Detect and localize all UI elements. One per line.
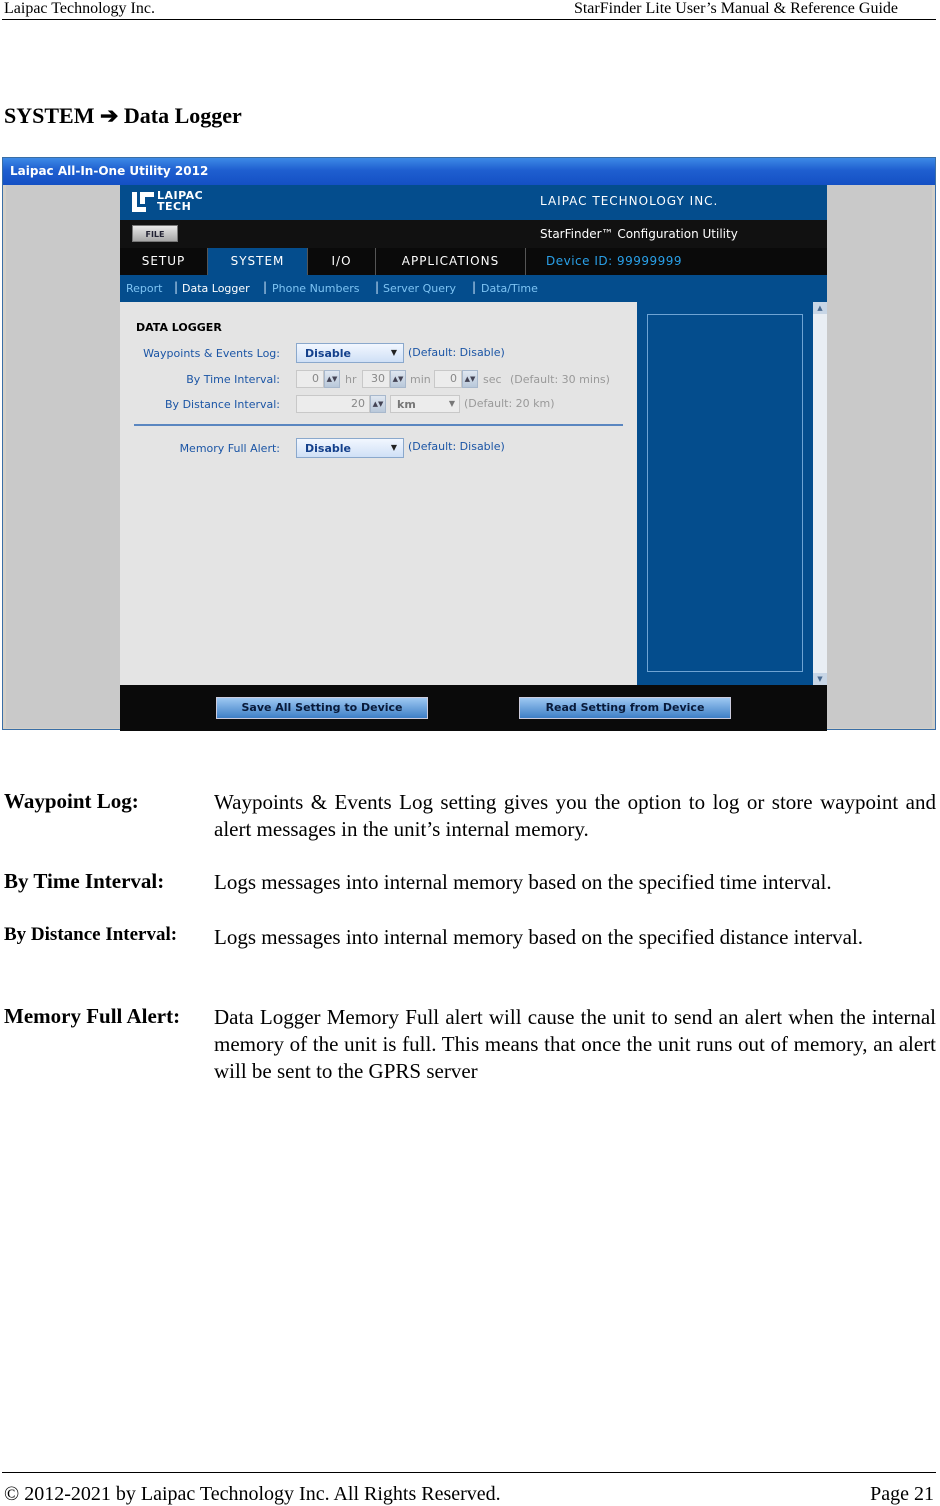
save-settings-button[interactable]: Save All Setting to Device [216,697,428,719]
waypoints-label: Waypoints & Events Log: [143,347,280,360]
window-body [6,185,932,728]
term-waypoint-log: Waypoint Log: [4,789,139,813]
min-unit: min [410,373,431,386]
term-time-interval: By Time Interval: [4,869,165,893]
term-distance-interval: By Distance Interval: [4,924,178,945]
tab-setup[interactable]: SETUP [120,248,208,275]
memory-alert-select[interactable] [296,438,404,458]
page-number: Page 21 [870,1483,934,1505]
desc-memory-full-alert: Data Logger Memory Full alert will cause the unit to send an alert when the internal memory of the unit is full. This means that once the unit runs out of memory, an alert will be sent to the GPRS server [214,1005,936,1083]
data-logger-panel [120,302,637,685]
side-panel [637,302,827,685]
footer-rule [2,1472,936,1473]
utility-title: StarFinder™ Configuration Utility [540,227,738,241]
tab-applications[interactable]: APPLICATIONS [376,248,526,275]
device-id: Device ID: 99999999 [546,254,683,268]
panel-title: DATA LOGGER [136,321,222,334]
section-divider [134,424,623,426]
main-tabs [120,248,827,275]
subnav-server-query[interactable]: Server Query [383,282,456,295]
system-subnav [120,275,827,302]
waypoints-hint: (Default: Disable) [408,346,505,359]
sec-unit: sec [483,373,502,386]
subnav-separator: | [174,280,179,294]
waypoints-value: Disable [305,347,351,360]
memory-alert-hint: (Default: Disable) [408,440,505,453]
waypoints-select[interactable] [296,343,404,363]
time-interval-label: By Time Interval: [186,373,280,386]
hr-unit: hr [345,373,357,386]
time-sec-spinner[interactable]: ▲▼ [462,370,478,388]
dropdown-arrow-icon: ▼ [390,348,398,357]
action-bar [120,685,827,731]
time-min-input[interactable]: 30 [362,370,390,388]
distance-hint: (Default: 20 km) [464,397,555,410]
side-panel-frame [647,314,803,672]
time-hr-spinner[interactable]: ▲▼ [324,370,340,388]
window-titlebar[interactable] [3,158,935,185]
distance-unit-value: km [397,398,416,411]
logo-text [157,190,203,212]
memory-alert-label: Memory Full Alert: [179,442,280,455]
memory-alert-value: Disable [305,442,351,455]
tab-io[interactable]: I/O [308,248,376,275]
section-title: SYSTEM ➔ Data Logger [4,103,242,128]
file-button[interactable]: FILE [132,225,178,242]
time-hint: (Default: 30 mins) [510,373,610,386]
term-memory-full-alert: Memory Full Alert: [4,1004,181,1028]
brand-bar [120,185,827,220]
time-min-spinner[interactable]: ▲▼ [390,370,406,388]
desc-time-interval: Logs messages into internal memory based on the specified time interval. [214,870,832,894]
laipac-logo-icon [132,192,154,212]
distance-interval-label: By Distance Interval: [165,398,280,411]
app-window [2,157,936,730]
subnav-separator: | [472,280,477,294]
scrollbar[interactable] [813,302,827,685]
desc-distance-interval: Logs messages into internal memory based on the specified distance interval. [214,925,864,949]
logo-line-2: TECH [157,200,192,213]
subnav-phone-numbers[interactable]: Phone Numbers [272,282,360,295]
subnav-data-logger[interactable]: Data Logger [182,282,250,295]
window-title: Laipac All-In-One Utility 2012 [10,164,209,178]
header-company: Laipac Technology Inc. [4,0,155,17]
distance-unit-select[interactable] [390,395,460,413]
footer-copyright: © 2012-2021 by Laipac Technology Inc. All Rights Reserved. [4,1483,501,1505]
time-hr-input[interactable]: 0 [296,370,324,388]
dropdown-arrow-icon: ▼ [390,443,398,452]
subnav-report[interactable]: Report [126,282,163,295]
header-guide-title: StarFinder Lite User’s Manual & Reference Guide [573,0,898,17]
distance-input[interactable]: 20 [296,395,370,413]
scroll-up-icon[interactable]: ▲ [813,302,827,314]
subnav-separator: | [375,280,380,294]
read-settings-button[interactable]: Read Setting from Device [519,697,731,719]
utility-app [120,185,827,731]
desc-waypoint-log: Waypoints & Events Log setting gives you the option to log or store waypoint and alert messages in the unit’s internal memory. [214,790,936,841]
scroll-down-icon[interactable]: ▼ [813,673,827,685]
time-sec-input[interactable]: 0 [434,370,462,388]
distance-spinner[interactable]: ▲▼ [370,395,386,413]
tab-system[interactable]: SYSTEM [208,248,308,275]
company-name: LAIPAC TECHNOLOGY INC. [540,194,719,208]
file-bar [120,220,827,248]
subnav-data-time[interactable]: Data/Time [481,282,538,295]
logo-line-1: LAIPAC [157,189,204,202]
dropdown-arrow-icon: ▼ [448,399,455,408]
header-rule [2,19,936,20]
subnav-separator: | [263,280,268,294]
